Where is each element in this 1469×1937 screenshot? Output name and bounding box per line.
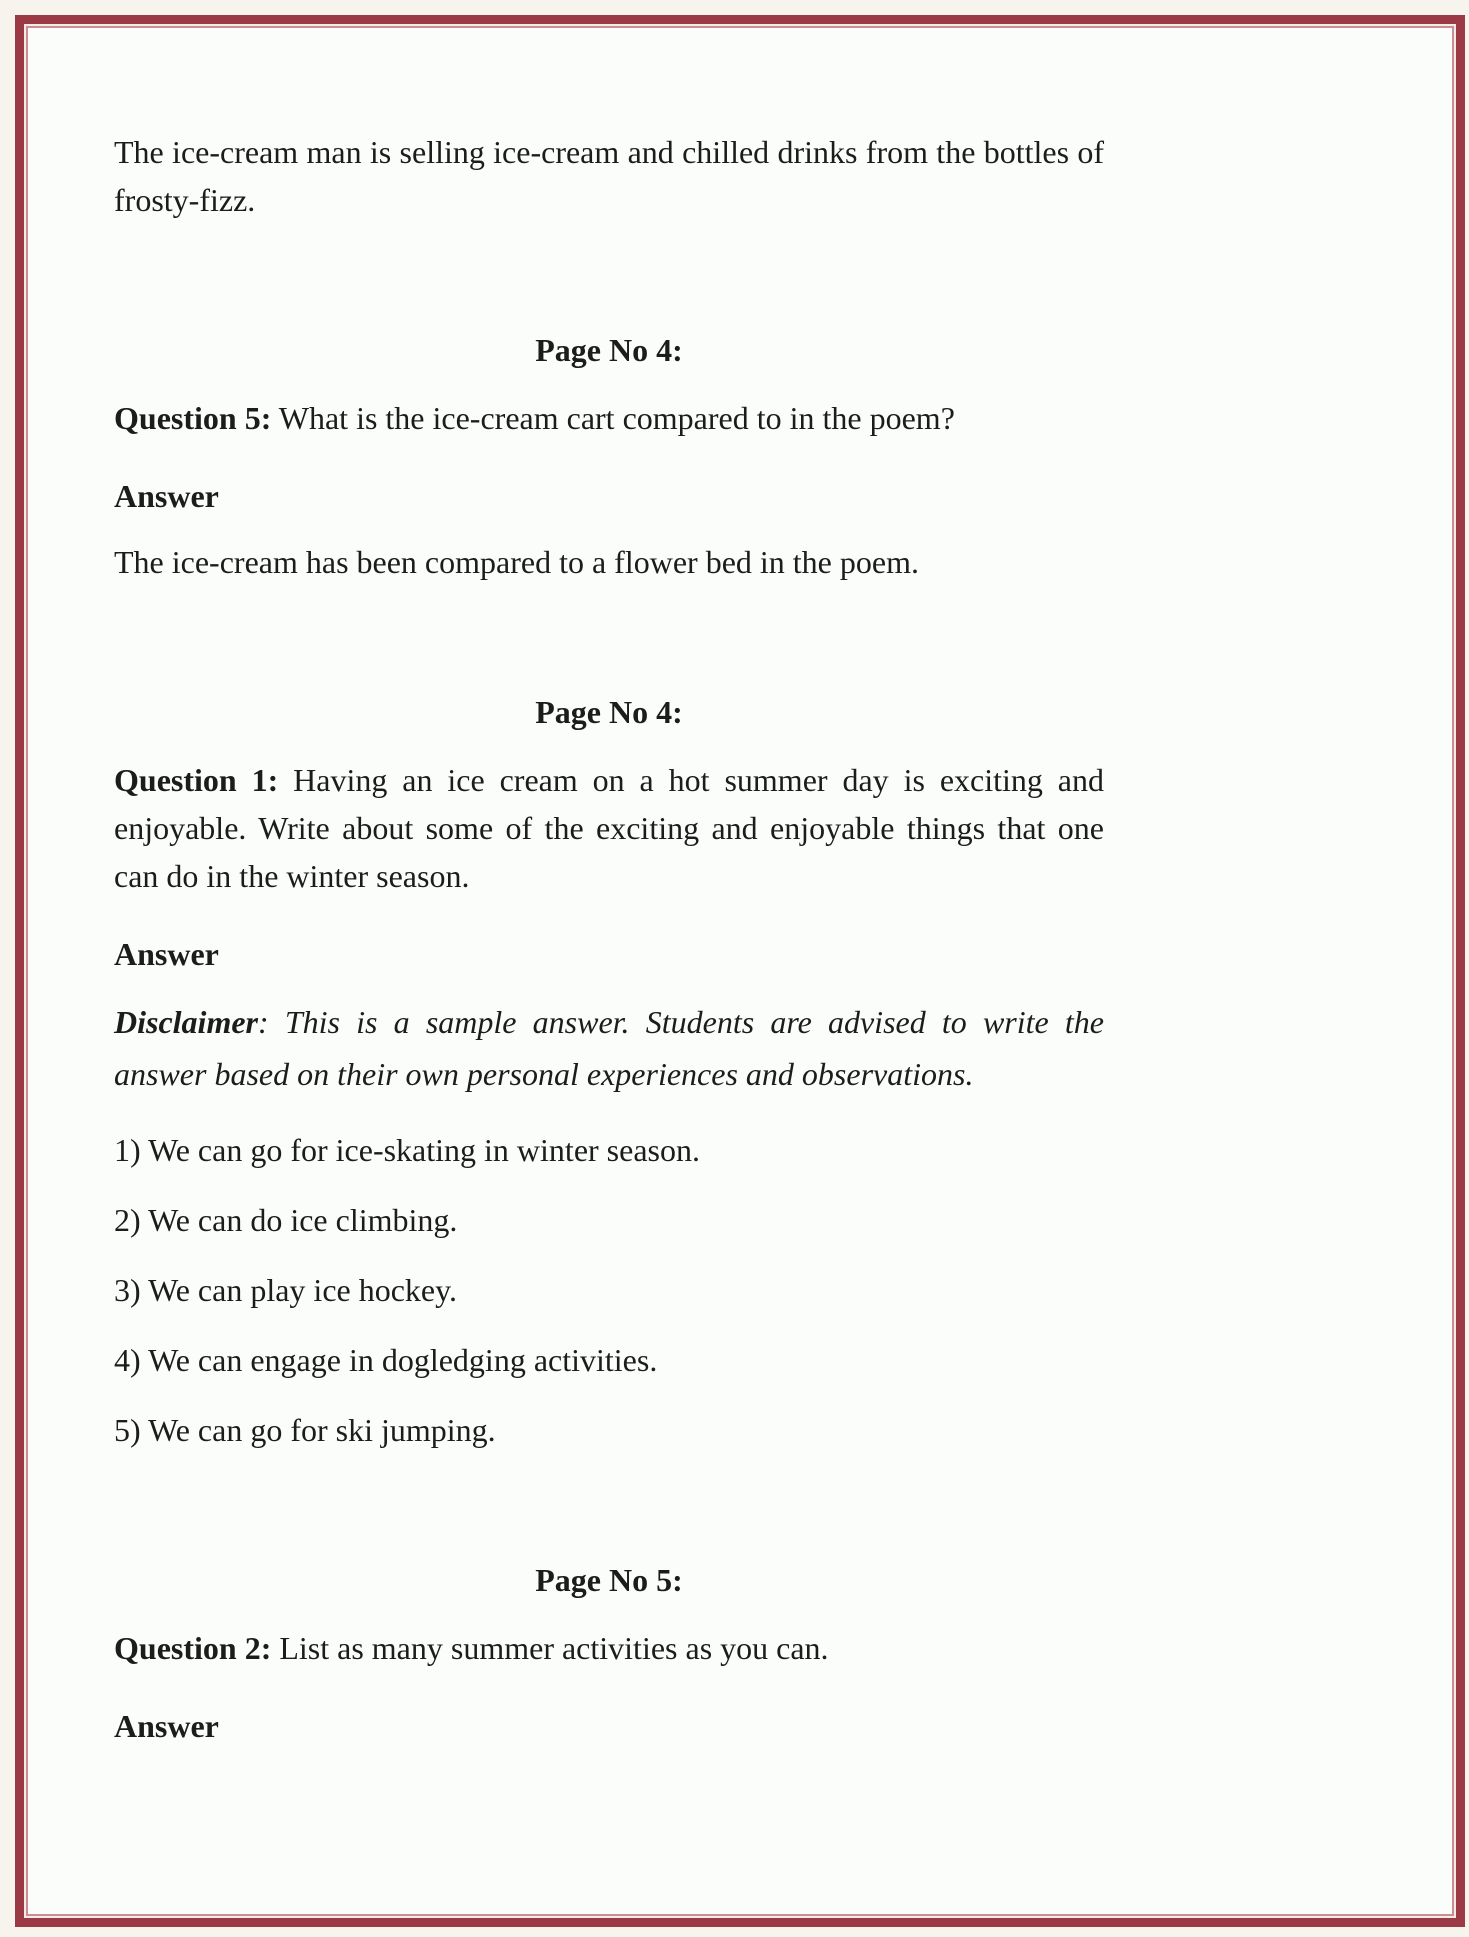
question-5-text: What is the ice-cream cart compared to in the poem? <box>271 400 955 436</box>
list-item-3: 3) We can play ice hockey. <box>114 1272 458 1308</box>
answer-heading-1: Answer <box>114 478 219 514</box>
question-2-paragraph <box>114 1624 1104 1672</box>
list-item-1: 1) We can go for ice-skating in winter season. <box>114 1132 700 1168</box>
question-2-label: Question 2: <box>114 1630 272 1666</box>
intro-paragraph: The ice-cream man is selling ice-cream and chilled drinks from the bottles of frosty-fizz. <box>114 134 1104 218</box>
document-content <box>28 28 1104 1750</box>
page-heading-3: Page No 5: <box>535 1562 683 1598</box>
question-5-label: Question 5: <box>114 400 272 436</box>
answer-heading-2: Answer <box>114 936 219 972</box>
question-1-paragraph <box>114 756 1104 900</box>
page-heading-2: Page No 4: <box>535 694 683 730</box>
page-heading-1: Page No 4: <box>535 332 683 368</box>
disclaimer-text: : This is a sample answer. Students are advised to write the answer based on their own personal experiences and observations. <box>114 1004 1104 1092</box>
list-item-2: 2) We can do ice climbing. <box>114 1202 458 1238</box>
disclaimer-paragraph <box>114 996 1104 1100</box>
page-inner-border <box>26 26 1454 1916</box>
question-2-text: List as many summer activities as you can. <box>271 1630 829 1666</box>
answer-heading-3: Answer <box>114 1708 219 1744</box>
disclaimer-label: Disclaimer <box>114 1004 258 1040</box>
list-item-4: 4) We can engage in dogledging activities. <box>114 1342 658 1378</box>
question-1-label: Question 1: <box>114 762 279 798</box>
page-border-frame <box>15 15 1465 1927</box>
question-1-text: Having an ice cream on a hot summer day is exciting and enjoyable. Write about some of the exciting and enjoyable things that one can do in the winter season. <box>114 762 1104 894</box>
answer-1-paragraph: The ice-cream has been compared to a flower bed in the poem. <box>114 544 919 580</box>
list-item-5: 5) We can go for ski jumping. <box>114 1412 496 1448</box>
question-5-paragraph <box>114 394 1104 442</box>
